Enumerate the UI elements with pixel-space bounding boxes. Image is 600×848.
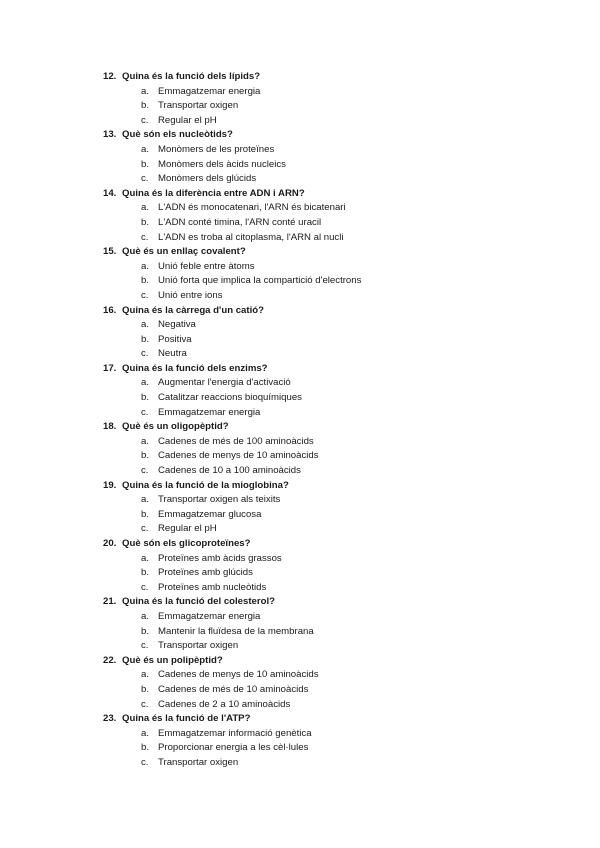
- option-letter: c.: [141, 523, 149, 535]
- question-text: Quina és la funció dels lípids?: [122, 71, 261, 82]
- option-text: Neutra: [158, 348, 187, 360]
- option-letter: a.: [141, 669, 150, 681]
- answer-option: [0, 289, 600, 304]
- answer-option: [0, 610, 600, 625]
- question-title: [0, 187, 600, 202]
- option-text: Cadenes de 2 a 10 aminoàcids: [158, 698, 291, 710]
- option-letter: a.: [141, 552, 150, 564]
- option-letter: c.: [141, 756, 149, 768]
- answer-option: [0, 552, 600, 567]
- option-letter: a.: [141, 202, 150, 214]
- question: [0, 70, 600, 128]
- answer-option: [0, 376, 600, 391]
- answer-option: [0, 347, 600, 362]
- option-text: Emmagatzemar informació genètica: [158, 727, 312, 739]
- option-text: Transportar oxigen als teixits: [158, 494, 281, 506]
- question-title: [0, 537, 600, 552]
- question: [0, 187, 600, 245]
- question-text: Quina és la funció del colesterol?: [122, 596, 276, 608]
- answer-option: [0, 114, 600, 129]
- option-letter: a.: [141, 377, 150, 389]
- option-letter: a.: [141, 610, 150, 622]
- question-number: 15.: [103, 246, 117, 258]
- option-text: Transportar oxigen: [158, 640, 239, 652]
- question: [0, 420, 600, 478]
- answer-option: [0, 158, 600, 173]
- answer-option: [0, 741, 600, 756]
- option-text: L'ADN conté timina, l'ARN conté uracil: [158, 216, 322, 228]
- question-text: Quina és la funció dels enzims?: [122, 362, 268, 374]
- answer-option: [0, 727, 600, 742]
- option-text: Emmagatzemar energia: [158, 85, 261, 97]
- option-letter: a.: [141, 727, 150, 739]
- question-text: Què és un enllaç covalent?: [122, 246, 246, 258]
- question-number: 21.: [103, 596, 117, 608]
- answer-option: [0, 274, 600, 289]
- option-text: Emmagatzemar energia: [158, 610, 261, 622]
- question-title: [0, 128, 600, 143]
- question: [0, 479, 600, 537]
- question-text: Què són els nucleòtids?: [122, 129, 233, 141]
- question-text: Quina és la funció de l'ATP?: [122, 713, 251, 725]
- option-text: Cadenes de menys de 10 aminoàcids: [158, 450, 319, 462]
- question-title: [0, 304, 600, 319]
- option-text: Augmentar l'energia d'activació: [158, 377, 291, 389]
- question-number: 23.: [103, 713, 117, 725]
- answer-option: [0, 99, 600, 114]
- option-letter: a.: [141, 143, 150, 155]
- option-text: Cadenes de menys de 10 aminoàcids: [158, 669, 319, 681]
- option-text: Proteïnes amb glúcids: [158, 567, 253, 579]
- option-text: Monòmers de les proteïnes: [158, 143, 275, 155]
- option-letter: c.: [141, 465, 149, 477]
- question-text: Quina és la càrrega d'un catió?: [122, 304, 264, 316]
- option-letter: c.: [141, 348, 149, 360]
- answer-option: [0, 201, 600, 216]
- answer-option: [0, 464, 600, 479]
- question-text: Quina és la diferència entre ADN i ARN?: [122, 187, 305, 199]
- option-text: Emmagatzemar energia: [158, 406, 261, 418]
- option-letter: b.: [141, 216, 150, 228]
- question-text: Què són els glicoproteïnes?: [122, 538, 251, 549]
- answer-option: [0, 508, 600, 523]
- question-text: Quina és la funció de la mioglobina?: [122, 479, 289, 491]
- question: [0, 128, 600, 186]
- option-letter: c.: [141, 581, 149, 593]
- option-letter: b.: [141, 100, 150, 112]
- answer-option: [0, 668, 600, 683]
- option-letter: b.: [141, 392, 150, 404]
- option-text: Proteïnes amb àcids grassos: [158, 552, 282, 564]
- question-text: Què és un oligopèptid?: [122, 421, 229, 433]
- answer-option: [0, 698, 600, 713]
- option-letter: b.: [141, 158, 150, 170]
- option-letter: c.: [141, 698, 149, 710]
- answer-option: [0, 333, 600, 348]
- question: [0, 595, 600, 653]
- answer-option: [0, 639, 600, 654]
- answer-option: [0, 756, 600, 771]
- option-text: Cadenes de més de 10 aminoàcids: [158, 683, 309, 695]
- option-letter: a.: [141, 85, 150, 97]
- option-letter: a.: [141, 494, 150, 506]
- option-text: Proteïnes amb nucleòtids: [158, 581, 267, 593]
- question-list: [0, 70, 600, 771]
- option-text: Emmagatzemar glucosa: [158, 508, 262, 520]
- option-text: Transportar oxigen: [158, 756, 239, 768]
- question-title: [0, 420, 600, 435]
- option-text: Regular el pH: [158, 114, 217, 126]
- question-text: Què és un polipèptid?: [122, 654, 223, 666]
- option-text: Cadenes de 10 a 100 aminoàcids: [158, 465, 301, 477]
- question: [0, 712, 600, 770]
- question: [0, 654, 600, 712]
- option-text: Negativa: [158, 319, 196, 331]
- question: [0, 304, 600, 362]
- answer-option: [0, 683, 600, 698]
- answer-option: [0, 522, 600, 537]
- option-letter: c.: [141, 640, 149, 652]
- answer-option: [0, 625, 600, 640]
- option-text: Unió entre ions: [158, 289, 223, 301]
- answer-option: [0, 435, 600, 450]
- option-text: Regular el pH: [158, 523, 217, 535]
- option-letter: b.: [141, 450, 150, 462]
- question-number: 18.: [103, 421, 117, 433]
- option-letter: b.: [141, 333, 150, 345]
- question-title: [0, 595, 600, 610]
- option-letter: b.: [141, 508, 150, 520]
- option-letter: c.: [141, 406, 149, 418]
- question-number: 13.: [103, 129, 117, 141]
- answer-option: [0, 449, 600, 464]
- answer-option: [0, 216, 600, 231]
- question-title: [0, 479, 600, 494]
- question-title: [0, 712, 600, 727]
- answer-option: [0, 493, 600, 508]
- answer-option: [0, 172, 600, 187]
- option-letter: b.: [141, 683, 150, 695]
- option-letter: a.: [141, 260, 150, 272]
- question-number: 12.: [103, 71, 117, 82]
- answer-option: [0, 85, 600, 100]
- answer-option: [0, 143, 600, 158]
- question-title: [0, 70, 600, 85]
- answer-option: [0, 260, 600, 275]
- option-text: Monòmers dels glúcids: [158, 173, 257, 185]
- answer-option: [0, 566, 600, 581]
- option-text: Proporcionar energia a les cèl·lules: [158, 742, 309, 754]
- answer-option: [0, 391, 600, 406]
- option-text: Monòmers dels àcids nucleics: [158, 158, 286, 170]
- option-text: L'ADN és monocatenari, l'ARN és bicatenari: [158, 202, 346, 214]
- option-letter: c.: [141, 231, 149, 243]
- question: [0, 362, 600, 420]
- question-number: 17.: [103, 362, 117, 374]
- option-text: Unió forta que implica la compartició d'electrons: [158, 275, 362, 287]
- question-title: [0, 654, 600, 669]
- answer-option: [0, 406, 600, 421]
- option-text: L'ADN es troba al citoplasma, l'ARN al nucli: [158, 231, 344, 243]
- option-letter: c.: [141, 289, 149, 301]
- question-number: 19.: [103, 479, 117, 491]
- question-title: [0, 362, 600, 377]
- question: [0, 245, 600, 303]
- option-letter: c.: [141, 173, 149, 185]
- option-letter: b.: [141, 742, 150, 754]
- option-text: Unió feble entre àtoms: [158, 260, 255, 272]
- option-letter: a.: [141, 435, 150, 447]
- option-text: Positiva: [158, 333, 192, 345]
- question: [0, 537, 600, 595]
- answer-option: [0, 581, 600, 596]
- option-text: Transportar oxigen: [158, 100, 239, 112]
- question-number: 14.: [103, 187, 117, 199]
- option-letter: c.: [141, 114, 149, 126]
- option-letter: a.: [141, 319, 150, 331]
- question-number: 22.: [103, 654, 117, 666]
- option-text: Cadenes de més de 100 aminoàcids: [158, 435, 314, 447]
- option-letter: b.: [141, 567, 150, 579]
- option-letter: b.: [141, 275, 150, 287]
- option-letter: b.: [141, 625, 150, 637]
- question-number: 16.: [103, 304, 117, 316]
- answer-option: [0, 231, 600, 246]
- question-title: [0, 245, 600, 260]
- answer-option: [0, 318, 600, 333]
- option-text: Mantenir la fluïdesa de la membrana: [158, 625, 314, 637]
- question-number: 20.: [103, 538, 117, 549]
- option-text: Catalitzar reaccions bioquímiques: [158, 392, 302, 404]
